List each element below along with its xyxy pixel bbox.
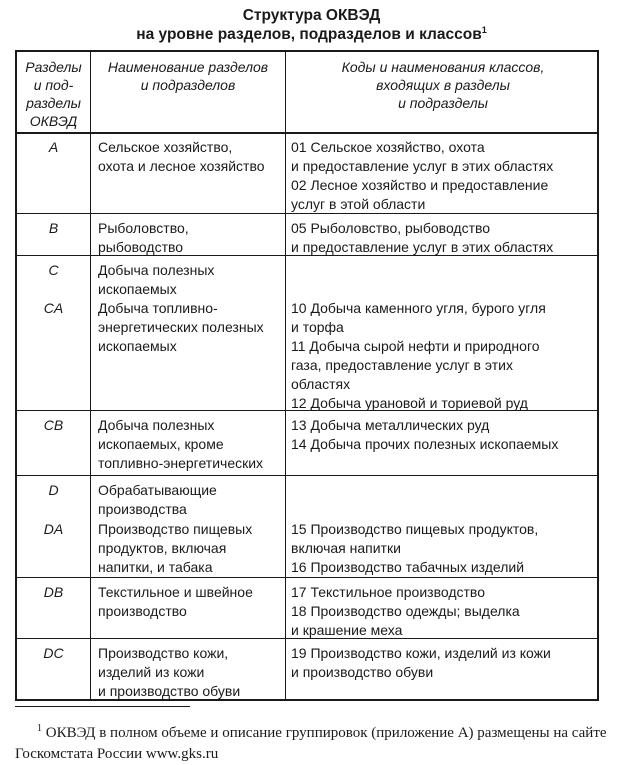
okved-table <box>15 50 599 701</box>
subsection-name: Добыча топливно- энергетических полезных ископаемых <box>98 300 264 354</box>
header-section-name: Наименование разделов и подразделов <box>107 59 269 93</box>
footnote-text: ОКВЭД в полном объеме и описание группировок (приложение А) размещены на сайте Госкомстата России www.gks.ru <box>15 725 607 762</box>
subsection-name: Производство пищевых продуктов, включая напитки, и табака <box>98 521 253 575</box>
subsection-classes: 10 Добыча каменного угля, бурого угля и торфа 11 Добыча сырой нефти и природного газа, предоставление услуг в этих областях 12 Добыча урановой и ториевой руд <box>291 300 546 411</box>
subsection-classes: 13 Добыча металлических руд 14 Добыча прочих полезных ископаемых <box>291 417 559 452</box>
section-name: Добыча полезных ископаемых <box>98 262 215 297</box>
section-code: D <box>48 482 59 498</box>
footnote-mark: 1 <box>37 723 42 734</box>
subsection-name: Текстильное и швейное производство <box>98 584 253 619</box>
footnote-rule <box>15 706 190 707</box>
subsection-code: DA <box>43 521 64 537</box>
section-code: B <box>48 220 59 236</box>
subsection-code: CB <box>43 417 64 433</box>
subsection-classes: 19 Производство кожи, изделий из кожи и производство обуви <box>291 645 551 680</box>
footnote <box>15 718 615 765</box>
section-code: A <box>48 139 59 155</box>
subsection-classes: 15 Производство пищевых продуктов, включая напитки 16 Производство табачных изделий <box>291 521 539 575</box>
section-classes: 05 Рыболовство, рыбоводство и предоставление услуг в этих областях <box>291 220 554 255</box>
row-divider <box>17 475 597 476</box>
subsection-code: DC <box>43 645 64 661</box>
header-classes: Коды и наименования классов, входящих в разделы и подразделы <box>341 59 545 111</box>
title-footnote-mark: 1 <box>481 24 487 35</box>
row-divider <box>17 577 597 578</box>
header-section-code: Разделы и под- разделы ОКВЭД <box>25 59 82 129</box>
subsection-classes: 17 Текстильное производство 18 Производство одежды; выделка и крашение меха <box>291 584 520 638</box>
title-line-2-text: на уровне разделов, подразделов и классов <box>136 26 482 43</box>
subsection-code: CA <box>43 300 64 316</box>
section-name: Рыболовство, рыбоводство <box>98 220 189 255</box>
section-code: C <box>48 262 59 278</box>
column-divider <box>285 52 286 699</box>
title-line-1: Структура ОКВЭД <box>242 7 381 24</box>
page-title <box>0 6 623 44</box>
section-name: Обрабатывающие производства <box>98 482 217 517</box>
subsection-code: DB <box>43 584 64 600</box>
section-classes: 01 Сельское хозяйство, охота и предоставление услуг в этих областях 02 Лесное хозяйство и предоставление услуг в этой области <box>291 139 554 212</box>
title-line-2 <box>0 25 623 44</box>
column-divider <box>90 52 91 699</box>
section-name: Сельское хозяйство, охота и лесное хозяйство <box>98 139 265 174</box>
header-divider <box>17 132 597 134</box>
subsection-name: Производство кожи, изделий из кожи и производство обуви <box>98 645 241 699</box>
subsection-name: Добыча полезных ископаемых, кроме топливно-энергетических <box>98 417 264 471</box>
